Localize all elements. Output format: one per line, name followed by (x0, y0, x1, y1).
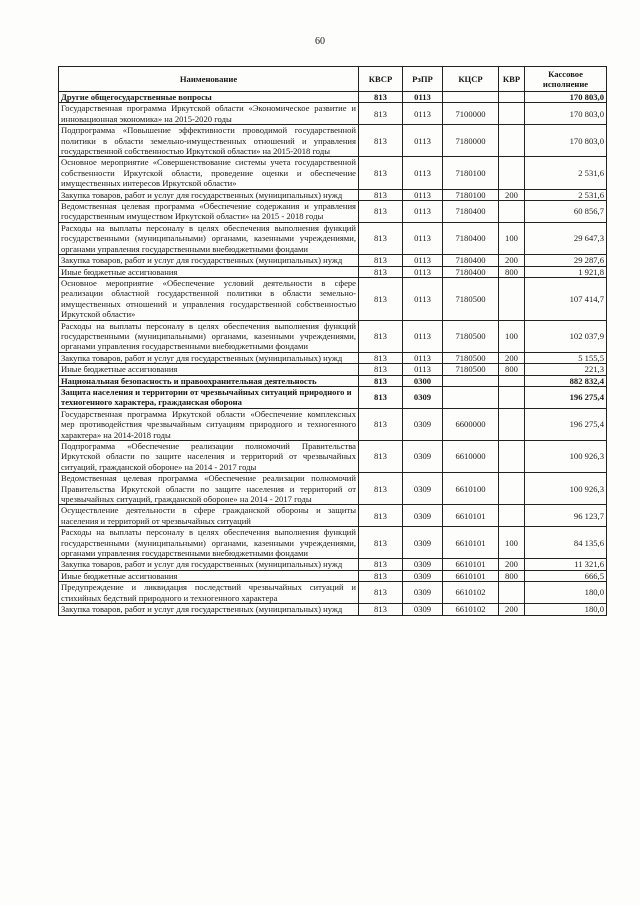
cell-kcsr: 7180100 (443, 157, 499, 189)
cell-kvsr: 813 (359, 473, 403, 505)
cell-rzpr: 0309 (403, 604, 443, 615)
cell-rzpr: 0113 (403, 255, 443, 266)
cell-kcsr: 7180400 (443, 201, 499, 223)
cell-kvr (499, 408, 525, 440)
cell-name: Закупка товаров, работ и услуг для государственных (муниципальных) нужд (59, 352, 359, 363)
cell-rzpr: 0300 (403, 375, 443, 386)
cell-kvsr: 813 (359, 92, 403, 103)
cell-kcsr: 7180500 (443, 364, 499, 375)
cell-sum: 29 287,6 (525, 255, 607, 266)
cell-kcsr: 6610000 (443, 441, 499, 473)
cell-rzpr: 0113 (403, 103, 443, 125)
cell-sum: 29 647,3 (525, 222, 607, 254)
cell-kvsr: 813 (359, 386, 403, 408)
cell-kvsr: 813 (359, 570, 403, 581)
cell-rzpr: 0309 (403, 386, 443, 408)
table-row (59, 255, 607, 266)
cell-rzpr: 0113 (403, 125, 443, 157)
cell-name: Подпрограмма «Повышение эффективности проводимой государственной политики в области земельно-имущественных отношений и управления государственной собственностью Иркутской области» на 2015-2018 годы (59, 125, 359, 157)
cell-sum: 2 531,6 (525, 157, 607, 189)
cell-kvsr: 813 (359, 352, 403, 363)
cell-rzpr: 0309 (403, 582, 443, 604)
cell-sum: 5 155,5 (525, 352, 607, 363)
cell-rzpr: 0113 (403, 201, 443, 223)
table-row (59, 559, 607, 570)
cell-kvr: 200 (499, 559, 525, 570)
cell-sum: 180,0 (525, 582, 607, 604)
table-body (59, 92, 607, 616)
cell-sum: 170 803,0 (525, 125, 607, 157)
header-name: Наименование (59, 67, 359, 92)
cell-rzpr: 0309 (403, 505, 443, 527)
cell-name: Основное мероприятие «Обеспечение условий деятельности в сфере реализации областной государственной политики в области земельно-имущественных отношений и управления государственной собственностью Иркутской области» (59, 277, 359, 320)
cell-name: Иные бюджетные ассигнования (59, 266, 359, 277)
cell-rzpr: 0309 (403, 473, 443, 505)
table-row (59, 320, 607, 352)
cell-rzpr: 0113 (403, 157, 443, 189)
table-row (59, 441, 607, 473)
cell-kcsr: 7180400 (443, 266, 499, 277)
cell-sum: 666,5 (525, 570, 607, 581)
cell-name: Ведомственная целевая программа «Обеспечение реализации полномочий Правительства Иркутской области по защите населения и территорий от чрезвычайных ситуаций, гражданской обороне» на 2014 - 2017 годы (59, 473, 359, 505)
cell-kvsr: 813 (359, 505, 403, 527)
cell-kcsr (443, 386, 499, 408)
cell-name: Закупка товаров, работ и услуг для государственных (муниципальных) нужд (59, 559, 359, 570)
cell-kvr (499, 386, 525, 408)
cell-name: Государственная программа Иркутской области «Экономическое развитие и инновационная экономика» на 2015-2020 годы (59, 103, 359, 125)
table-header-row (59, 67, 607, 92)
cell-kcsr: 7180500 (443, 277, 499, 320)
cell-kvsr: 813 (359, 222, 403, 254)
cell-sum: 221,3 (525, 364, 607, 375)
cell-sum: 100 926,3 (525, 441, 607, 473)
page-number: 60 (315, 36, 325, 47)
cell-kcsr: 7180100 (443, 189, 499, 200)
cell-kvsr: 813 (359, 189, 403, 200)
cell-sum: 60 856,7 (525, 201, 607, 223)
cell-kcsr: 6610100 (443, 473, 499, 505)
cell-sum: 196 275,4 (525, 386, 607, 408)
cell-sum: 2 531,6 (525, 189, 607, 200)
cell-name: Защита населения и территории от чрезвычайных ситуаций природного и техногенного характера, гражданская оборона (59, 386, 359, 408)
table-row (59, 103, 607, 125)
cell-kvr: 200 (499, 604, 525, 615)
cell-sum: 11 321,6 (525, 559, 607, 570)
table-row (59, 125, 607, 157)
cell-kvr: 200 (499, 189, 525, 200)
cell-name: Расходы на выплаты персоналу в целях обеспечения выполнения функций государственными (муниципальными) органами, казенными учреждениями, органами управления государственными внебюджетными фондами (59, 527, 359, 559)
cell-sum: 170 803,0 (525, 92, 607, 103)
cell-kcsr: 7180000 (443, 125, 499, 157)
header-kvr: КВР (499, 67, 525, 92)
cell-kcsr: 6610101 (443, 570, 499, 581)
cell-kvr (499, 277, 525, 320)
cell-kcsr: 6610102 (443, 604, 499, 615)
cell-rzpr: 0113 (403, 266, 443, 277)
cell-kvr: 200 (499, 255, 525, 266)
cell-rzpr: 0113 (403, 222, 443, 254)
cell-kvr: 100 (499, 320, 525, 352)
cell-rzpr: 0309 (403, 408, 443, 440)
cell-kvr (499, 375, 525, 386)
cell-rzpr: 0309 (403, 559, 443, 570)
cell-rzpr: 0113 (403, 189, 443, 200)
table-row (59, 604, 607, 615)
table-row (59, 364, 607, 375)
cell-kcsr: 6600000 (443, 408, 499, 440)
table-row (59, 352, 607, 363)
cell-rzpr: 0309 (403, 441, 443, 473)
cell-name: Закупка товаров, работ и услуг для государственных (муниципальных) нужд (59, 189, 359, 200)
cell-kcsr: 7100000 (443, 103, 499, 125)
cell-kvsr: 813 (359, 604, 403, 615)
table-row (59, 92, 607, 103)
header-rzpr: РзПР (403, 67, 443, 92)
cell-name: Другие общегосударственные вопросы (59, 92, 359, 103)
cell-name: Закупка товаров, работ и услуг для государственных (муниципальных) нужд (59, 255, 359, 266)
cell-rzpr: 0309 (403, 527, 443, 559)
table-row (59, 527, 607, 559)
table-row (59, 201, 607, 223)
table-row (59, 189, 607, 200)
cell-kvsr: 813 (359, 559, 403, 570)
cell-name: Расходы на выплаты персоналу в целях обеспечения выполнения функций государственными (муниципальными) органами, казенными учреждениями, органами управления государственными внебюджетными фондами (59, 222, 359, 254)
cell-kvsr: 813 (359, 266, 403, 277)
cell-kvr (499, 103, 525, 125)
cell-kvr: 800 (499, 570, 525, 581)
cell-kvsr: 813 (359, 320, 403, 352)
cell-kvr: 800 (499, 266, 525, 277)
budget-execution-table (58, 66, 607, 616)
table-row (59, 408, 607, 440)
cell-sum: 196 275,4 (525, 408, 607, 440)
cell-kvsr: 813 (359, 157, 403, 189)
cell-sum: 107 414,7 (525, 277, 607, 320)
cell-kvr (499, 505, 525, 527)
table-row (59, 473, 607, 505)
cell-kvsr: 813 (359, 277, 403, 320)
cell-kvsr: 813 (359, 103, 403, 125)
cell-kvsr: 813 (359, 255, 403, 266)
cell-kvr: 100 (499, 527, 525, 559)
cell-kvr (499, 582, 525, 604)
cell-kcsr: 6610102 (443, 582, 499, 604)
cell-name: Иные бюджетные ассигнования (59, 364, 359, 375)
cell-kvr (499, 201, 525, 223)
cell-name: Национальная безопасность и правоохранительная деятельность (59, 375, 359, 386)
cell-sum: 180,0 (525, 604, 607, 615)
table-row (59, 157, 607, 189)
cell-kvr (499, 473, 525, 505)
cell-sum: 102 037,9 (525, 320, 607, 352)
cell-name: Иные бюджетные ассигнования (59, 570, 359, 581)
cell-kvr: 100 (499, 222, 525, 254)
cell-rzpr: 0113 (403, 364, 443, 375)
cell-kvsr: 813 (359, 375, 403, 386)
cell-kvr (499, 125, 525, 157)
header-sum: Кассовое исполнение (525, 67, 607, 92)
cell-kcsr (443, 92, 499, 103)
cell-kvr (499, 441, 525, 473)
cell-kcsr: 6610101 (443, 527, 499, 559)
cell-name: Закупка товаров, работ и услуг для государственных (муниципальных) нужд (59, 604, 359, 615)
cell-sum: 1 921,8 (525, 266, 607, 277)
cell-name: Ведомственная целевая программа «Обеспечение содержания и управления государственным имуществом Иркутской области» на 2015 - 2018 годы (59, 201, 359, 223)
cell-name: Расходы на выплаты персоналу в целях обеспечения выполнения функций государственными (муниципальными) органами, казенными учреждениями, органами управления государственными внебюджетными фондами (59, 320, 359, 352)
cell-kvsr: 813 (359, 408, 403, 440)
cell-rzpr: 0113 (403, 277, 443, 320)
cell-kvr (499, 157, 525, 189)
cell-kcsr: 6610101 (443, 559, 499, 570)
cell-kvr: 200 (499, 352, 525, 363)
cell-kvsr: 813 (359, 364, 403, 375)
cell-name: Основное мероприятие «Совершенствование системы учета государственной собственности Иркутской области, проведение оценки и обеспечение имущественных интересов Иркутской области» (59, 157, 359, 189)
cell-rzpr: 0309 (403, 570, 443, 581)
cell-name: Государственная программа Иркутской области «Обеспечение комплексных мер противодействия чрезвычайным ситуациям природного и техногенного характера» на 2014-2018 годы (59, 408, 359, 440)
cell-kcsr: 7180500 (443, 352, 499, 363)
cell-kcsr: 7180400 (443, 255, 499, 266)
cell-kvsr: 813 (359, 527, 403, 559)
cell-name: Подпрограмма «Обеспечение реализации полномочий Правительства Иркутской области по защите населения и территорий от чрезвычайных ситуаций, гражданской обороне» на 2014 - 2017 годы (59, 441, 359, 473)
cell-rzpr: 0113 (403, 92, 443, 103)
cell-kcsr: 6610101 (443, 505, 499, 527)
table-row (59, 570, 607, 581)
header-kcsr: КЦСР (443, 67, 499, 92)
table-row (59, 277, 607, 320)
cell-sum: 84 135,6 (525, 527, 607, 559)
cell-sum: 100 926,3 (525, 473, 607, 505)
cell-sum: 882 832,4 (525, 375, 607, 386)
cell-rzpr: 0113 (403, 352, 443, 363)
table-row (59, 375, 607, 386)
cell-rzpr: 0113 (403, 320, 443, 352)
table-row (59, 505, 607, 527)
cell-kvr (499, 92, 525, 103)
table-row (59, 222, 607, 254)
cell-kvsr: 813 (359, 441, 403, 473)
cell-kcsr (443, 375, 499, 386)
header-kvsr: КВСР (359, 67, 403, 92)
cell-kvsr: 813 (359, 582, 403, 604)
cell-name: Осуществление деятельности в сфере гражданской обороны и защиты населения и территорий от чрезвычайных ситуаций (59, 505, 359, 527)
cell-kvsr: 813 (359, 125, 403, 157)
cell-sum: 96 123,7 (525, 505, 607, 527)
table-row (59, 386, 607, 408)
cell-sum: 170 803,0 (525, 103, 607, 125)
cell-name: Предупреждение и ликвидация последствий чрезвычайных ситуаций и стихийных бедствий природного и техногенного характера (59, 582, 359, 604)
cell-kcsr: 7180400 (443, 222, 499, 254)
table-row (59, 582, 607, 604)
cell-kvsr: 813 (359, 201, 403, 223)
table-row (59, 266, 607, 277)
cell-kcsr: 7180500 (443, 320, 499, 352)
cell-kvr: 800 (499, 364, 525, 375)
